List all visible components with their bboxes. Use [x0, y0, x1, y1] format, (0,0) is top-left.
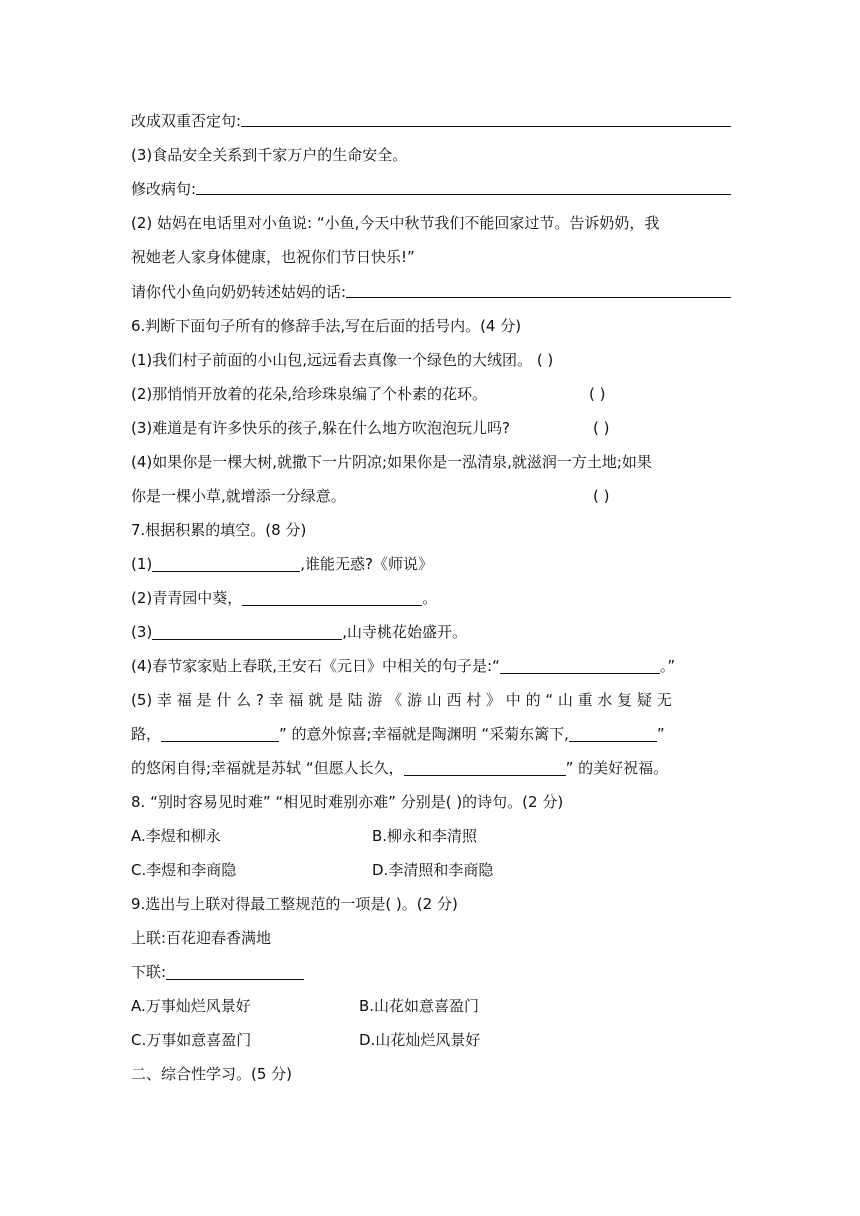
- answer-blank[interactable]: [346, 281, 731, 298]
- question-9-heading: 9.选出与上联对得最工整规范的一项是( )。(2 分): [131, 895, 458, 913]
- item-text: (2)那悄悄开放着的花朵,给珍珠泉编了个朴素的花环。: [131, 385, 488, 403]
- item-text: ”: [656, 725, 665, 743]
- question-8-heading: 8. “别时容易见时难” “相见时难别亦难” 分别是( )的诗句。(2 分): [131, 793, 564, 811]
- q9-option-a[interactable]: A.万事灿烂风景好: [131, 997, 251, 1015]
- q8-option-a[interactable]: A.李煜和柳永: [131, 827, 221, 845]
- answer-blank[interactable]: [152, 555, 300, 572]
- answer-blank[interactable]: [569, 725, 657, 742]
- section-2-heading: 二、综合性学习。(5 分): [131, 1065, 293, 1083]
- item-text: ” 的意外惊喜;幸福就是陶渊明 “采菊东篱下,: [279, 725, 569, 743]
- question-7-heading: 7.根据积累的填空。(8 分): [131, 521, 307, 539]
- answer-blank[interactable]: [404, 759, 566, 776]
- answer-blank[interactable]: [166, 963, 304, 980]
- upper-couplet: 上联:百花迎春香满地: [131, 929, 272, 947]
- question-2-text-cont: 祝她老人家身体健康，也祝你们节日快乐!”: [131, 248, 415, 266]
- item-text: 你是一棵小草,就增添一分绿意。: [131, 487, 346, 505]
- q9-option-b[interactable]: B.山花如意喜盈门: [359, 997, 480, 1015]
- q7-item-5: (5) 幸 福 是 什 么 ? 幸 福 就 是 陆 游 《 游 山 西 村 》 中 的 “ 山 重 水 复 疑 无: [131, 691, 672, 709]
- fix-sentence-prompt: [131, 178, 731, 200]
- q6-item-4-cont: [131, 485, 731, 507]
- item-text: (1)我们村子前面的小山包,远远看去真像一个绿色的大绒团。: [131, 351, 533, 369]
- q6-item-2: [131, 383, 731, 405]
- lower-couplet-prompt: [131, 961, 731, 983]
- q7-item-4: [131, 655, 731, 677]
- item-text: ” 的美好祝福。: [565, 759, 669, 777]
- line-label: 下联:: [131, 963, 167, 981]
- relay-speech-prompt: [131, 281, 731, 303]
- q7-item-1: [131, 553, 731, 575]
- line-label: 改成双重否定句:: [131, 112, 242, 130]
- item-text: 。”: [659, 657, 676, 675]
- answer-blank[interactable]: [152, 623, 342, 640]
- q7-item-5-cont: [131, 723, 731, 745]
- item-text: (4)春节家家贴上春联,王安石《元日》中相关的句子是:“: [131, 657, 500, 675]
- item-text: ,山寺桃花始盛开。: [342, 623, 468, 641]
- q9-option-d[interactable]: D.山花灿烂风景好: [359, 1031, 481, 1049]
- answer-blank[interactable]: [500, 657, 660, 674]
- item-text: (2)青青园中葵，: [131, 589, 243, 607]
- item-text: ,谁能无惑?《师说》: [300, 555, 433, 573]
- item-label: (3): [131, 623, 153, 641]
- double-negative-prompt: [131, 110, 731, 132]
- answer-paren[interactable]: ( ): [593, 487, 610, 505]
- q8-option-d[interactable]: D.李清照和李商隐: [372, 861, 494, 879]
- item-text: 。: [422, 589, 438, 607]
- q8-option-b[interactable]: B.柳永和李清照: [372, 827, 478, 845]
- question-2-text: (2) 姑妈在电话里对小鱼说: “小鱼,今天中秋节我们不能回家过节。告诉奶奶，我: [131, 214, 660, 232]
- answer-blank[interactable]: [196, 178, 731, 195]
- q9-option-c[interactable]: C.万事如意喜盈门: [131, 1031, 252, 1049]
- answer-blank[interactable]: [161, 725, 279, 742]
- item-text: 的悠闲自得;幸福就是苏轼 “但愿人长久，: [131, 759, 404, 777]
- q8-option-c[interactable]: C.李煜和李商隐: [131, 861, 237, 879]
- answer-blank[interactable]: [242, 589, 422, 606]
- item-label: (1): [131, 555, 153, 573]
- answer-paren[interactable]: ( ): [589, 385, 606, 403]
- q6-item-3: [131, 417, 731, 439]
- q7-item-2: [131, 587, 731, 609]
- item-text: 路，: [131, 725, 162, 743]
- answer-blank[interactable]: [241, 110, 731, 127]
- q7-item-3: [131, 621, 731, 643]
- line-label: 请你代小鱼向奶奶转述姑妈的话:: [131, 283, 347, 301]
- line-label: 修改病句:: [131, 180, 197, 198]
- answer-paren[interactable]: ( ): [536, 351, 554, 369]
- q7-item-5-cont2: [131, 757, 731, 779]
- question-6-heading: 6.判断下面句子所有的修辞手法,写在后面的括号内。(4 分): [131, 317, 522, 335]
- item-text: (3)难道是有许多快乐的孩子,躲在什么地方吹泡泡玩儿吗?: [131, 419, 510, 437]
- answer-paren[interactable]: ( ): [593, 419, 610, 437]
- question-3-sentence: (3)食品安全关系到千家万户的生命安全。: [131, 146, 408, 164]
- q6-item-4: (4)如果你是一棵大树,就撒下一片阴凉;如果你是一泓清泉,就滋润一方土地;如果: [131, 453, 652, 471]
- q6-item-1: [131, 349, 731, 371]
